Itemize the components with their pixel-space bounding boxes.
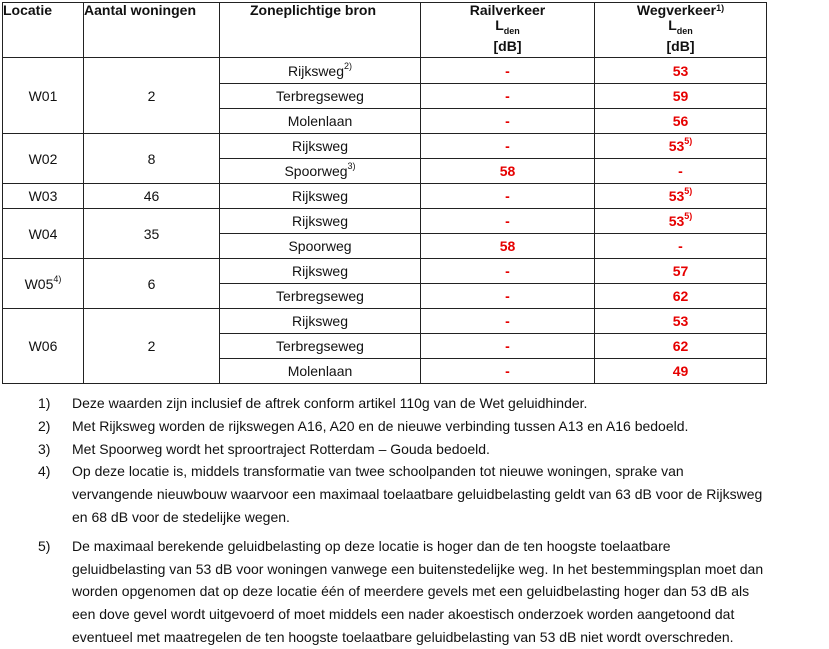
table-row [3,309,767,334]
cell-bron: Terbregseweg [220,84,421,109]
footnote-number: 4) [38,463,51,480]
cell-bron: Terbregseweg [220,284,421,309]
footnote-number: 1) [38,395,51,411]
cell-railverkeer: - [421,359,595,384]
cell-wegverkeer: 59 [595,84,767,109]
cell-bron: Rijksweg [220,259,421,284]
cell-bron: Rijksweg [220,309,421,334]
footnote-number: 5) [38,537,51,554]
table-row [3,259,767,284]
header-bron: Zoneplichtige bron [220,3,421,58]
header-locatie: Locatie [3,3,84,58]
cell-railverkeer: 58 [421,234,595,259]
cell-wegverkeer: 53$^{5)}$ [595,134,767,159]
cell-wegverkeer: 53$^{5)}$ [595,209,767,234]
footnote-text: vervangende nieuwbouw waarvoor een maximaal toelaatbare geluidbelasting geldt van 63 dB voor de Rijksweg [72,486,763,503]
cell-wegverkeer: 49 [595,359,767,384]
cell-railverkeer: - [421,134,595,159]
cell-railverkeer: - [421,309,595,334]
header-rail [421,3,595,58]
footnote-text: een dove gevel wordt uitgevoerd of moet middels een nader akoestisch onderzoek worden aangetoond dat [72,606,735,623]
cell-aantal: 35 [84,209,220,259]
footnote-text: worden opgenomen dat op deze locatie één of meerdere gevels met een geluidbelasting hoger dan 53 dB als [72,583,750,600]
footnote-text: en 68 dB voor de stedelijke wegen. [72,509,290,525]
table-row [3,209,767,234]
cell-bron: Molenlaan [220,359,421,384]
footnote-text: eventueel met maatregelen de ten hoogste toelaatbare geluidbelasting van 53 dB niet wordt overschreden. [72,629,734,645]
footnote-text: geluidbelasting van 53 dB voor woningen vanwege een buitenstedelijke weg. In het bestemmingsplan moet dan [72,560,764,577]
noise-table [2,2,767,384]
table-row [3,134,767,159]
header-rail-label: Railverkeer [469,2,546,18]
footnote-number: 3) [38,440,51,457]
cell-railverkeer: - [421,284,595,309]
cell-wegverkeer: 53 [595,309,767,334]
cell-aantal: 46 [84,184,220,209]
cell-bron: Spoorweg$^{3)}$ [220,159,421,184]
footnote-text: Op deze locatie is, middels transformatie van twee schoolpanden tot nieuwe woningen, sprake van [72,463,684,480]
header-aantal: Aantal woningen [84,3,220,58]
cell-bron: Molenlaan [220,109,421,134]
cell-bron: Rijksweg$^{2)}$ [220,58,421,84]
header-rail-unit: [dB] [493,37,522,54]
cell-wegverkeer: 56 [595,109,767,134]
header-rail-lden: $L_{den}$ [495,17,520,36]
footnote-text: Met Spoorweg wordt het sproortraject Rotterdam – Gouda bedoeld. [72,440,490,457]
header-weg-unit: [dB] [666,37,695,54]
header-row [3,3,767,58]
cell-bron: Rijksweg [220,134,421,159]
cell-railverkeer: - [421,58,595,84]
cell-wegverkeer: 53$^{5)}$ [595,184,767,209]
cell-bron: Rijksweg [220,209,421,234]
footnote-number: 2) [38,417,51,434]
cell-locatie: W04 [3,209,84,259]
table-row [3,184,767,209]
cell-wegverkeer: 53 [595,58,767,84]
cell-railverkeer: - [421,109,595,134]
header-weg-lden: $L_{den}$ [668,17,693,36]
cell-railverkeer: - [421,184,595,209]
cell-wegverkeer: 62 [595,334,767,359]
cell-wegverkeer: 57 [595,259,767,284]
cell-railverkeer: 58 [421,159,595,184]
footnote-text: Met Rijksweg worden de rijkswegen A16, A20 en de nieuwe verbinding tussen A13 en A16 bedoeld. [72,417,689,434]
cell-locatie: W06 [3,309,84,384]
footnote-text: De maximaal berekende geluidbelasting op deze locatie is hoger dan de ten hoogste toelaatbare [72,537,671,554]
cell-aantal: 2 [84,58,220,134]
header-weg-label: Wegverkeer [636,2,717,18]
cell-aantal: 8 [84,134,220,184]
cell-wegverkeer: - [595,234,767,259]
cell-locatie: W05$^{4)}$ [3,259,84,309]
cell-locatie: W01 [3,58,84,134]
cell-bron: Terbregseweg [220,334,421,359]
footnote-text: Deze waarden zijn inclusief de aftrek conform artikel 110g van de Wet geluidhinder. [72,395,588,411]
cell-aantal: 6 [84,259,220,309]
cell-railverkeer: - [421,84,595,109]
cell-railverkeer: - [421,259,595,284]
cell-railverkeer: - [421,209,595,234]
cell-bron: Spoorweg [220,234,421,259]
cell-wegverkeer: 62 [595,284,767,309]
cell-wegverkeer: - [595,159,767,184]
cell-locatie: W03 [3,184,84,209]
cell-railverkeer: - [421,334,595,359]
cell-locatie: W02 [3,134,84,184]
cell-bron: Rijksweg [220,184,421,209]
table-row [3,58,767,84]
cell-aantal: 2 [84,309,220,384]
header-weg: Wegverkeer$^{1)}$ $L_{den}$ [dB] [595,3,767,58]
